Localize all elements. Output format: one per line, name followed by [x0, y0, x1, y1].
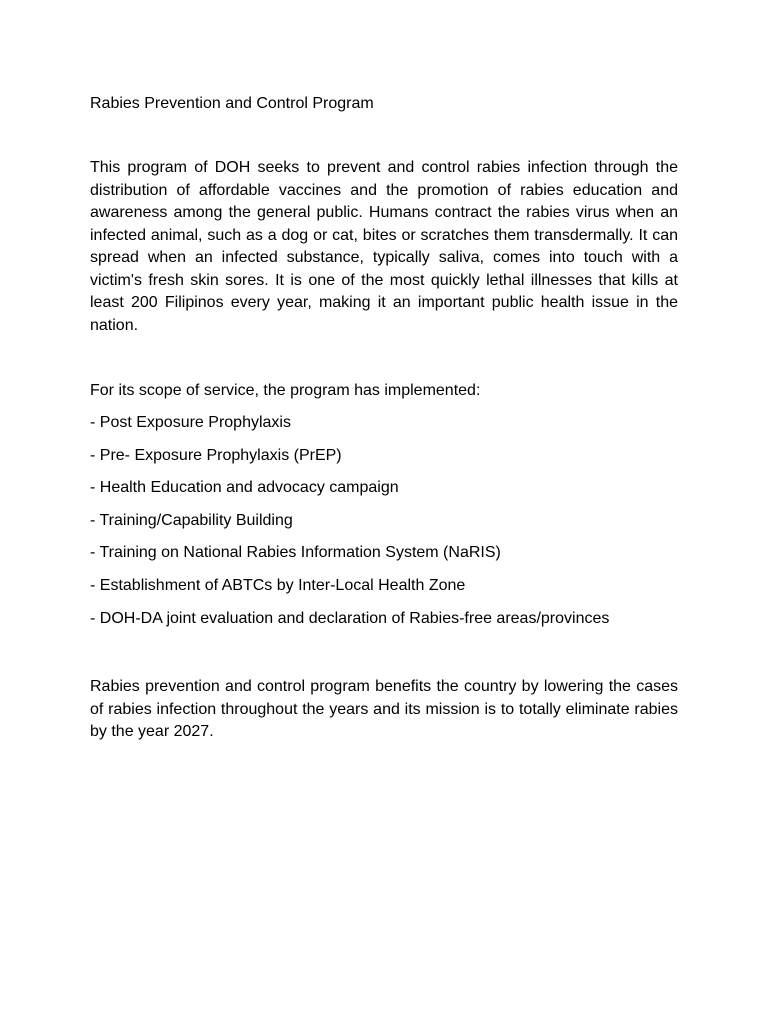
list-item: - Training/Capability Building	[90, 511, 293, 529]
document-page	[90, 0, 678, 1024]
list-item: - Establishment of ABTCs by Inter-Local Health Zone	[90, 576, 466, 594]
intro-paragraph: This program of DOH seeks to prevent and control rabies infection through the distribution of affordable vaccines and the promotion of rabies education and awareness among the general public. Humans contract the rabies virus when an infected animal, such as a dog or cat, bites or scratches them transdermally. It can spread when an infected substance, typically saliva, comes into touch with a victim's fresh skin sores. It is one of the most quickly lethal illnesses that kills at least 200 Filipinos every year, making it an important public health issue in the nation.	[90, 159, 678, 334]
list-item: - Training on National Rabies Information System (NaRIS)	[90, 544, 501, 562]
scope-intro: For its scope of service, the program has implemented:	[90, 382, 481, 399]
list-item: - Pre- Exposure Prophylaxis (PrEP)	[90, 446, 342, 464]
list-item: - Health Education and advocacy campaign	[90, 479, 399, 497]
list-item: - Post Exposure Prophylaxis	[90, 414, 291, 431]
closing-paragraph: Rabies prevention and control program benefits the country by lowering the cases of rabies infection throughout the years and its mission is to totally eliminate rabies by the year 2027.	[90, 678, 678, 740]
list-item: - DOH-DA joint evaluation and declaration of Rabies-free areas/provinces	[90, 609, 610, 627]
services-list	[90, 413, 609, 641]
document-title: Rabies Prevention and Control Program	[90, 95, 374, 112]
